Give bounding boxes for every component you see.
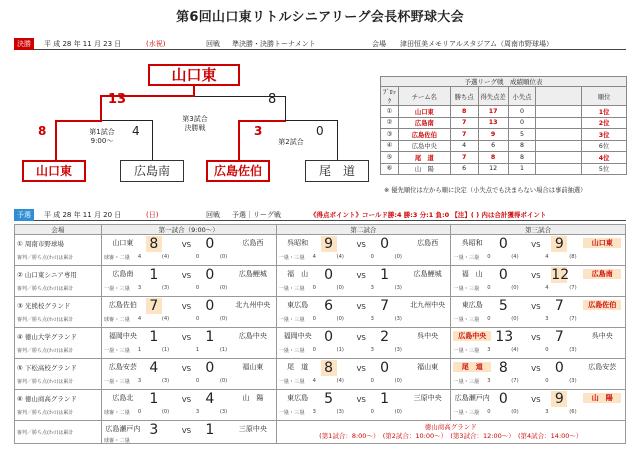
score-left: 1 — [149, 329, 159, 345]
umpire: 一塁・三塁 — [278, 410, 305, 416]
extra-times: (第1試合：8:00～） (第2試合：10:00～） (第3試合：12:00～） (第4試合：14:00～） — [319, 432, 583, 440]
score-right: 0 — [554, 360, 564, 376]
vs-label: VS — [181, 241, 192, 249]
standings-team: 広島南 — [398, 117, 450, 129]
semi1-time: 9:00～ — [90, 137, 114, 145]
standings-team: 山 陽 — [398, 163, 450, 175]
prelim-extra-row: 審判／勝ち点(ｶｯｺ)は累計 広島瀬戸内 3 VS 1 三原中央 球審・二塁 徳山商高グランド (第1試合：8:00～） (第2試合：10:00～） (第3試合：12:00～） (第4試合：14:00～） — [15, 421, 626, 444]
vs-label: VS — [181, 365, 192, 373]
score-left: 0 — [324, 267, 334, 283]
team-left: 東広島 — [287, 301, 309, 309]
final-game: 第3試合 — [182, 115, 208, 123]
semi1-right-score: 4 — [132, 124, 140, 138]
team-box-yamaguchi-higashi: 山口東 — [22, 160, 86, 182]
score-right: 1 — [380, 267, 390, 283]
score-right: 1 — [380, 391, 390, 407]
game-cell: 広島南 1 VS 0 広島鯉城 一塁・三塁 3 (3) 0 (0) — [102, 266, 276, 296]
standings-rank: 5位 — [582, 163, 627, 175]
prelim-round-label: 回戦 — [206, 211, 220, 219]
vs-label: VS — [356, 272, 366, 280]
score-left: 0 — [498, 267, 508, 283]
team-left: 広島中央 — [453, 331, 491, 341]
standings-note: ※ 優先順位は左から順に決定（小失点でも決まらない場合は事前抽選） — [384, 187, 587, 194]
semi2-left-score: 3 — [254, 124, 263, 138]
venue-cell: ③ 光熊校グランド 審判／勝ち点(ｶｯｺ)は累計 — [15, 297, 102, 328]
extra-venue: 徳山商高グランド — [424, 423, 477, 431]
umpire: 一塁・三塁 — [103, 286, 130, 292]
standings-row: ⑤ 尾 道 7 8 8 4位 — [381, 152, 627, 164]
vs-label: VS — [531, 272, 541, 280]
venue-cell: ① 周南市野球場 審判／勝ち点(ｶｯｺ)は累計 — [15, 235, 102, 266]
score-left: 5 — [498, 298, 508, 314]
semi2-game: 第2試合 — [278, 138, 304, 146]
team-left: 福岡中央 — [283, 332, 312, 340]
score-right: 12 — [551, 267, 570, 283]
semi1-left-score: 8 — [38, 124, 47, 138]
final-left-score: 13 — [108, 92, 127, 107]
prelim-date: 平 成 28 年 11 月 20 日 — [44, 211, 122, 219]
team-right: 広島南 — [583, 269, 621, 279]
venue-name: 徳山商高グランド — [24, 395, 77, 403]
team-right: 広島鯉城 — [238, 270, 267, 278]
score-right: 0 — [205, 360, 215, 376]
game-cell: 呉昭和 9 VS 0 広島西 一塁・三塁 4 (4) 0 (0) — [277, 235, 451, 265]
team-right: 広島鯉城 — [413, 270, 442, 278]
team-right: 山 陽 — [583, 393, 621, 403]
score-right: 2 — [380, 329, 390, 345]
standings-rank: 1位 — [582, 106, 627, 118]
umpire: 一塁・三塁 — [453, 379, 480, 385]
game-cell: 呉昭和 0 VS 9 山口東 一塁・三塁 0 (4) 4 (8) — [451, 235, 625, 265]
umpire: 球審・二塁 — [103, 410, 130, 416]
prelim-row — [15, 328, 626, 359]
team-right: 広島安芸 — [588, 363, 617, 371]
team-right: 山口東 — [583, 238, 621, 248]
final-date: 平 成 28 年 11 月 23 日 — [44, 40, 122, 48]
team-right: 山 陽 — [242, 394, 264, 402]
umpire: 一塁・三塁 — [103, 348, 130, 354]
game-cell: 広島佐伯 7 VS 0 北九州中央 球審・二塁 4 (4) 0 (0) — [103, 298, 271, 323]
venue-name: 下松高校グランド — [24, 364, 77, 372]
vs-label: VS — [181, 303, 192, 311]
umpire: 一塁・三塁 — [453, 255, 480, 261]
game-cell: 福 山 0 VS 1 広島鯉城 一塁・三塁 0 (0) 3 (3) — [277, 266, 451, 296]
team-right: 三原中央 — [238, 425, 267, 433]
score-left: 8 — [146, 236, 162, 252]
game-cell: 福岡中央 1 VS 1 広島中央 一塁・三塁 1 (1) 1 (1) — [102, 328, 276, 358]
score-right: 0 — [205, 236, 215, 252]
game-cell: 広島瀬戸内 0 VS 9 山 陽 一塁・三塁 0 (0) 3 (6) — [451, 390, 625, 420]
standings-row: ⑥ 山 陽 6 12 1 5位 — [381, 163, 627, 175]
vs-label: VS — [531, 396, 541, 404]
vs-label: VS — [531, 334, 541, 342]
team-left: 福岡中央 — [108, 332, 137, 340]
prelim-label: 予選 — [14, 209, 34, 221]
team-right: 広島中央 — [238, 332, 267, 340]
prelim-header — [14, 209, 626, 221]
team-left: 呉昭和 — [287, 239, 309, 247]
team-left: 広島瀬戸内 — [454, 394, 490, 402]
game-cell: 広島瀬戸内 3 VS 1 三原中央 球審・二塁 — [102, 421, 276, 443]
game-cell: 広島北 1 VS 4 山 陽 球審・二塁 0 (0) 3 (3) — [102, 390, 276, 420]
standings-row: ② 広島南 7 13 0 2位 — [381, 117, 627, 129]
score-right: 0 — [205, 298, 215, 314]
standings-rank: 2位 — [582, 117, 627, 129]
game-cell: 福岡中央 0 VS 2 呉中央 一塁・三塁 0 (1) 3 (3) — [277, 328, 451, 358]
final-name: 決勝戦 — [184, 124, 206, 132]
umpire: 一塁・三塁 — [278, 317, 305, 323]
team-left: 呉昭和 — [461, 239, 483, 247]
final-venue-value: 津田恒美メモリアルスタジアム（周南市野球場） — [400, 40, 554, 48]
venue-name: 光熊校グランド — [24, 302, 71, 310]
team-left: 福 山 — [461, 270, 483, 278]
score-left: 3 — [149, 422, 159, 438]
team-right: 広島西 — [242, 239, 264, 247]
standings-team: 広島中央 — [398, 140, 450, 152]
score-left: 6 — [324, 298, 334, 314]
standings-rank: 4位 — [582, 152, 627, 164]
vs-label: VS — [531, 303, 541, 311]
vs-label: VS — [356, 303, 366, 311]
vs-label: VS — [181, 396, 192, 404]
team-left: 広島北 — [112, 394, 134, 402]
final-right-score: 8 — [268, 92, 277, 107]
game-cell: 山口東 8 VS 0 広島西 球審・二塁 4 (4) 0 (0) — [102, 235, 276, 265]
team-left: 山口東 — [112, 239, 134, 247]
venue-cell: ⑥ 徳山商高グランド 審判／勝ち点(ｶｯｺ)は累計 — [15, 390, 102, 421]
final-label: 決勝 — [14, 38, 34, 50]
team-left: 広島安芸 — [108, 363, 137, 371]
game-cell: 東広島 5 VS 7 広島佐伯 一塁・三塁 0 (0) 3 (7) — [451, 297, 625, 327]
final-round-label: 回戦 — [206, 40, 220, 48]
prelim-row — [15, 359, 626, 390]
score-right: 0 — [205, 267, 215, 283]
score-right: 7 — [380, 298, 390, 314]
team-right: 福山東 — [242, 363, 264, 371]
umpire: 一塁・三塁 — [453, 348, 480, 354]
team-right: 福山東 — [417, 363, 439, 371]
standings-rank: 3位 — [582, 129, 627, 141]
team-box-onomichi: 尾 道 — [305, 160, 369, 182]
umpire: 一塁・三塁 — [278, 379, 305, 385]
score-left: 8 — [498, 360, 508, 376]
game-cell: 東広島 6 VS 7 北九州中央 一塁・三塁 0 (0) 3 (3) — [278, 298, 446, 323]
final-weekday: (水祝) — [146, 40, 166, 48]
venue-name: 周南市野球場 — [24, 240, 64, 248]
score-left: 13 — [495, 329, 514, 345]
score-right: 0 — [380, 360, 390, 376]
venue-cell: ② 山口東シニア専用 審判／勝ち点(ｶｯｺ)は累計 — [15, 266, 102, 297]
vs-label: VS — [181, 334, 192, 342]
vs-label: VS — [356, 241, 366, 249]
score-left: 1 — [149, 391, 159, 407]
venue-name: 徳山大学グランド — [24, 333, 77, 341]
prelim-table: 会場 第一試合（9:00～） 第二試合 第三試合 ① 周南市野球場 審判／勝ち点(ｶｯｺ)は累計 山口東 8 VS 0 広島西 球審・二塁 4 (4) 0 (0) 呉昭和 9 VS 0 広島西 一塁・三塁 4 (4) 0 (0) 呉昭和 0 VS 9 山口東 一塁・三塁 0 (4) 4 (8) ② 山口東シニア専用 審判／勝ち点(ｶｯｺ)は累計 広島南 1 VS 0 広島鯉城 一塁・三塁 3 (3) 0 (0) 福 山 0 VS 1 広島鯉城 一塁・三塁 0 (0) 3 (3) 福 山 0 VS 12 広島南 一塁・三塁 0 (0) 4 (7) ③ 光熊校グランド 審判／勝ち点(ｶｯｺ)は累計 広島佐伯 7 VS 0 北九州中央 球審・二塁 4 (4) 0 (0) 東広島 6 VS 7 北九州中央 一塁・三塁 0 (0) 3 (3) 東広島 5 VS 7 広島佐伯 一塁・三塁 0 (0) 3 (7) ④ 徳山大学グランド 審判／勝ち点(ｶｯｺ)は累計 福岡中央 1 VS 1 広島中央 一塁・三塁 1 (1) 1 (1) 福岡中央 0 VS 2 呉中央 一塁・三塁 0 (1) 3 (3) 広島中央 13 VS 7 呉中央 一塁・三塁 3 (4) 0 (3) ⑤ 下松高校グランド 審判／勝ち点(ｶｯｺ)は累計 広島安芸 4 VS 0 福山東 一塁・三塁 3 (3) 0 (0) 尾 道 8 VS 0 福山東 一塁・三塁 4 (4) 0 (0) 尾 道 8 VS 0 広島安芸 一塁・三塁 3 (7) 0 (3) ⑥ 徳山商高グランド 審判／勝ち点(ｶｯｺ)は累計 広島北 1 VS 4 山 陽 球審・二塁 0 (0) 3 (3) 東広島 5 VS 1 三原中央 一塁・三塁 3 (3) 0 (0) 広島瀬戸内 0 VS 9 山 陽 一塁・三塁 0 (0) 3 (6) 審判／勝ち点(ｶｯｺ)は累計 広島瀬戸内 3 VS 1 三原中央 球審・二塁 徳山商高グランド (第1試合：8:00～） (第2試合：10:00～） (第3試合：12:00～） (第4試合：14:00～） — [14, 224, 626, 444]
team-left: 福 山 — [287, 270, 309, 278]
game-cell: 福 山 0 VS 12 広島南 一塁・三塁 0 (0) 4 (7) — [451, 266, 625, 296]
score-right: 1 — [205, 422, 215, 438]
score-left: 0 — [498, 391, 508, 407]
umpire: 一塁・三塁 — [278, 255, 305, 261]
team-right: 三原中央 — [413, 394, 442, 402]
standings-row: ④ 広島中央 4 6 8 6位 — [381, 140, 627, 152]
game-cell: 広島中央 13 VS 7 呉中央 一塁・三塁 3 (4) 0 (3) — [451, 328, 625, 358]
final-venue-label: 会場 — [372, 40, 386, 48]
team-box-hiroshima-minami: 広島南 — [120, 160, 184, 182]
score-left: 5 — [324, 391, 334, 407]
prelim-round-value: 予選｜リーグ戦 — [232, 211, 281, 219]
standings-rank: 6位 — [582, 140, 627, 152]
prelim-row — [15, 390, 626, 421]
score-right: 9 — [551, 236, 567, 252]
champion-box: 山口東 — [148, 64, 240, 86]
team-box-hiroshima-saeki: 広島佐伯 — [206, 160, 270, 182]
score-left: 9 — [321, 236, 337, 252]
venue-cell: ⑤ 下松高校グランド 審判／勝ち点(ｶｯｺ)は累計 — [15, 359, 102, 390]
umpire: 一塁・三塁 — [278, 348, 305, 354]
prelim-weekday: (日) — [146, 211, 159, 219]
prelim-row — [15, 235, 626, 266]
final-round-value: 準決勝・決勝トーナメント — [232, 40, 316, 48]
venue-cell: ④ 徳山大学グランド 審判／勝ち点(ｶｯｺ)は累計 — [15, 328, 102, 359]
score-left: 7 — [146, 298, 162, 314]
final-header — [14, 38, 626, 50]
prelim-row — [15, 297, 626, 328]
game-cell: 尾 道 8 VS 0 広島安芸 一塁・三塁 3 (7) 0 (3) — [451, 359, 625, 389]
vs-label: VS — [356, 396, 366, 404]
team-left: 東広島 — [287, 394, 309, 402]
prelim-rule: 《得点ポイント》コールド勝:4 勝:3 分:1 負:0 【注】( ) 内は合計獲得ポイント — [310, 211, 547, 219]
score-left: 0 — [324, 329, 334, 345]
team-left: 広島南 — [112, 270, 134, 278]
team-right: 広島西 — [417, 239, 439, 247]
standings-row: ① 山口東 8 17 0 1位 — [381, 106, 627, 118]
score-right: 0 — [380, 236, 390, 252]
team-left: 尾 道 — [287, 363, 309, 371]
score-left: 8 — [321, 360, 337, 376]
venue-name: 山口東シニア専用 — [24, 271, 77, 279]
team-right: 呉中央 — [417, 332, 439, 340]
team-right: 広島佐伯 — [583, 300, 621, 310]
standings-team: 山口東 — [398, 106, 450, 118]
score-left: 0 — [498, 236, 508, 252]
standings-team: 広島佐伯 — [398, 129, 450, 141]
team-right: 北九州中央 — [235, 301, 271, 309]
score-left: 4 — [149, 360, 159, 376]
umpire: 球審・二塁 — [103, 317, 130, 323]
standings-row: ③ 広島佐伯 7 9 5 3位 — [381, 129, 627, 141]
umpire: 球審・二塁 — [103, 255, 130, 261]
page-title: 第6回山口東リトルシニアリーグ会長杯野球大会 — [176, 10, 464, 25]
game-cell: 東広島 5 VS 1 三原中央 一塁・三塁 3 (3) 0 (0) — [277, 390, 451, 420]
semi2-right-score: 0 — [316, 124, 324, 138]
standings-table: ﾌﾞﾛｯｸ チーム名 勝ち点 得失点差 小失点 順位 ① 山口東 8 17 0 1位 ② 広島南 7 13 0 2位 ③ 広島佐伯 7 9 5 3位 ④ 広島中央 4 6 8 6位 ⑤ 尾 道 7 8 8 4位 ⑥ 山 陽 6 12 1 5位 — [380, 86, 627, 175]
team-left: 広島佐伯 — [108, 301, 137, 309]
score-right: 9 — [551, 391, 567, 407]
umpire: 一塁・三塁 — [103, 379, 130, 385]
score-right: 7 — [554, 329, 564, 345]
prelim-row — [15, 266, 626, 297]
vs-label: VS — [531, 241, 541, 249]
score-right: 1 — [205, 329, 215, 345]
umpire: 一塁・三塁 — [278, 286, 305, 292]
vs-label: VS — [181, 272, 192, 280]
standings-team: 尾 道 — [398, 152, 450, 164]
team-left: 尾 道 — [453, 362, 491, 372]
umpire: 一塁・三塁 — [453, 317, 480, 323]
score-right: 4 — [205, 391, 215, 407]
semi1-game: 第1試合 — [89, 128, 115, 136]
umpire: 一塁・三塁 — [453, 410, 480, 416]
score-right: 7 — [554, 298, 564, 314]
team-right: 北九州中央 — [410, 301, 446, 309]
team-right: 呉中央 — [591, 332, 613, 340]
vs-label: VS — [356, 365, 366, 373]
score-left: 1 — [149, 267, 159, 283]
standings-title: 予選リーグ戦 成績順位表 — [380, 76, 627, 86]
game-cell: 広島安芸 4 VS 0 福山東 一塁・三塁 3 (3) 0 (0) — [102, 359, 276, 389]
team-left: 広島瀬戸内 — [105, 425, 141, 433]
team-left: 東広島 — [461, 301, 483, 309]
umpire: 一塁・三塁 — [453, 286, 480, 292]
vs-label: VS — [356, 334, 366, 342]
game-cell: 尾 道 8 VS 0 福山東 一塁・三塁 4 (4) 0 (0) — [277, 359, 451, 389]
vs-label: VS — [531, 365, 541, 373]
